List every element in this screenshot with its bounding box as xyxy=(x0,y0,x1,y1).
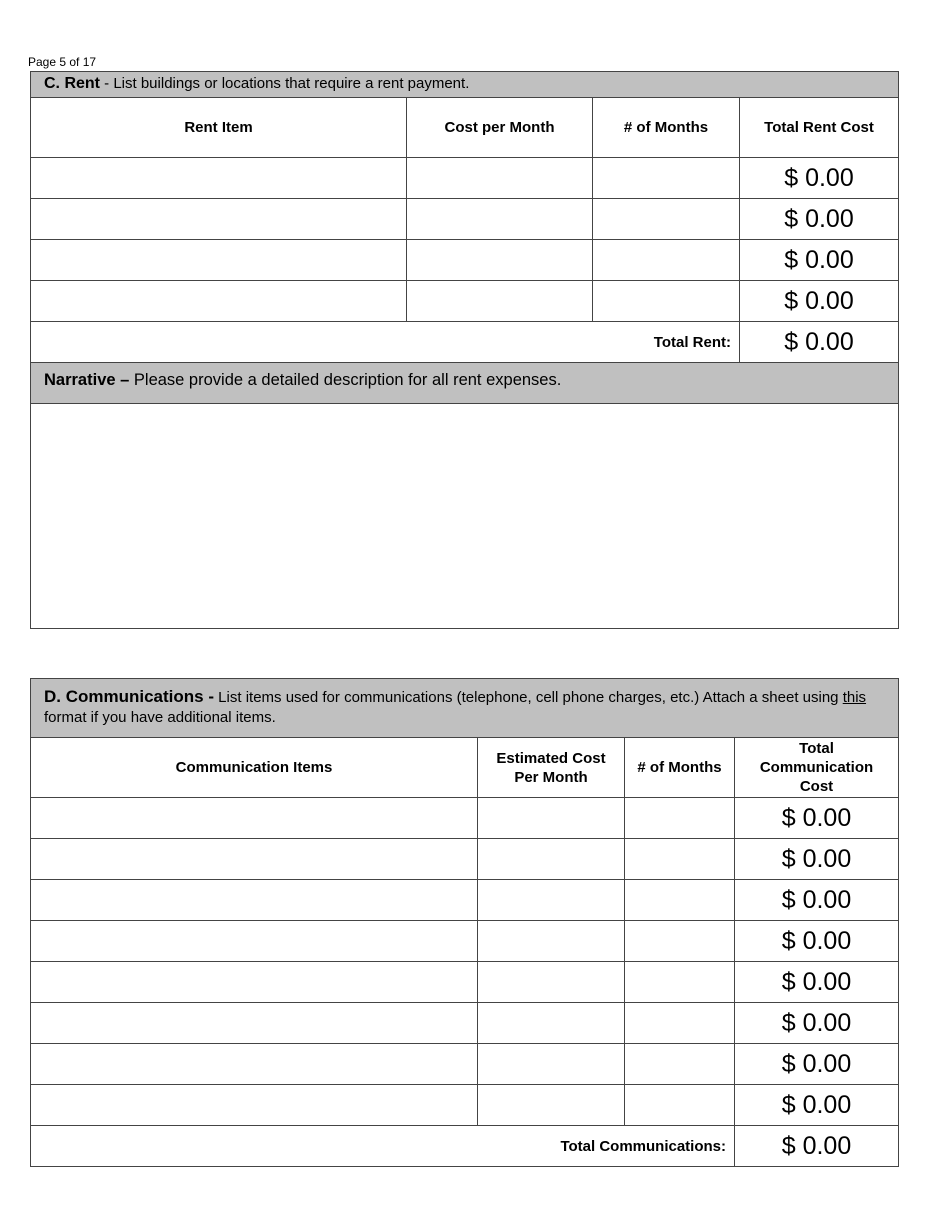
this-link[interactable]: this xyxy=(842,689,867,706)
comm-row-total: $ 0.00 xyxy=(735,798,899,839)
comm-cost-input[interactable] xyxy=(478,962,625,1003)
rent-cost-input[interactable] xyxy=(407,158,593,199)
rent-row-total: $ 0.00 xyxy=(740,158,899,199)
comm-months-input[interactable] xyxy=(625,798,735,839)
rent-table xyxy=(30,71,899,629)
comm-cost-input[interactable] xyxy=(478,798,625,839)
rent-cost-input[interactable] xyxy=(407,281,593,322)
rent-row-total: $ 0.00 xyxy=(740,199,899,240)
communications-section-header xyxy=(31,679,899,738)
comm-row-total: $ 0.00 xyxy=(735,839,899,880)
comm-row-total: $ 0.00 xyxy=(735,921,899,962)
communications-instructions: List items used for communications (telephone, cell phone charges, etc.) Attach a sheet using xyxy=(214,689,843,706)
table-row xyxy=(31,281,899,322)
rent-months-input[interactable] xyxy=(593,199,740,240)
table-row xyxy=(31,839,899,880)
table-row xyxy=(31,1003,899,1044)
comm-cost-input[interactable] xyxy=(478,880,625,921)
rent-total-label: Total Rent: xyxy=(31,322,740,363)
comm-cost-input[interactable] xyxy=(478,1003,625,1044)
communications-section-title: D. Communications - xyxy=(44,687,215,706)
rent-months-input[interactable] xyxy=(593,281,740,322)
table-row xyxy=(31,798,899,839)
table-row xyxy=(31,199,899,240)
comm-item-input[interactable] xyxy=(31,1044,478,1085)
rent-row-total: $ 0.00 xyxy=(740,240,899,281)
communications-instructions-end: format if you have additional items. xyxy=(44,709,276,726)
table-row xyxy=(31,962,899,1003)
comm-item-input[interactable] xyxy=(31,880,478,921)
table-row xyxy=(31,158,899,199)
rent-item-input[interactable] xyxy=(31,281,407,322)
comm-cost-input[interactable] xyxy=(478,921,625,962)
comm-item-input[interactable] xyxy=(31,1085,478,1126)
comm-item-input[interactable] xyxy=(31,798,478,839)
communications-table xyxy=(30,678,899,1167)
page-number: Page 5 of 17 xyxy=(28,55,97,69)
narrative-instructions: Please provide a detailed description for all rent expenses. xyxy=(129,371,562,389)
comm-months-input[interactable] xyxy=(625,880,735,921)
table-row xyxy=(31,240,899,281)
communications-total-value: $ 0.00 xyxy=(735,1126,899,1167)
comm-months-input[interactable] xyxy=(625,1044,735,1085)
table-row xyxy=(31,1044,899,1085)
comm-item-input[interactable] xyxy=(31,839,478,880)
rent-item-input[interactable] xyxy=(31,240,407,281)
narrative-textarea[interactable] xyxy=(31,404,899,629)
rent-total-value: $ 0.00 xyxy=(740,322,899,363)
comm-item-input[interactable] xyxy=(31,962,478,1003)
comm-months-input[interactable] xyxy=(625,962,735,1003)
comm-row-total: $ 0.00 xyxy=(735,880,899,921)
comm-row-total: $ 0.00 xyxy=(735,1085,899,1126)
comm-col-months: # of Months xyxy=(625,738,735,798)
comm-months-input[interactable] xyxy=(625,839,735,880)
communications-total-label: Total Communications: xyxy=(31,1126,735,1167)
rent-col-cost-per-month: Cost per Month xyxy=(407,98,593,158)
rent-col-item: Rent Item xyxy=(31,98,407,158)
table-row xyxy=(31,880,899,921)
table-row xyxy=(31,1085,899,1126)
comm-cost-input[interactable] xyxy=(478,839,625,880)
table-row xyxy=(31,921,899,962)
comm-months-input[interactable] xyxy=(625,921,735,962)
narrative-title: Narrative – xyxy=(44,371,130,389)
comm-col-total: Total Communication Cost xyxy=(735,738,899,798)
rent-col-total: Total Rent Cost xyxy=(740,98,899,158)
comm-item-input[interactable] xyxy=(31,1003,478,1044)
rent-months-input[interactable] xyxy=(593,158,740,199)
narrative-header xyxy=(31,363,899,404)
rent-months-input[interactable] xyxy=(593,240,740,281)
rent-section-instructions: - List buildings or locations that require a rent payment. xyxy=(100,75,470,92)
comm-col-cost-per-month: Estimated Cost Per Month xyxy=(478,738,625,798)
comm-months-input[interactable] xyxy=(625,1003,735,1044)
rent-section-header xyxy=(31,72,899,98)
rent-cost-input[interactable] xyxy=(407,199,593,240)
rent-section-title: C. Rent xyxy=(44,75,100,92)
rent-col-months: # of Months xyxy=(593,98,740,158)
rent-item-input[interactable] xyxy=(31,199,407,240)
comm-col-item: Communication Items xyxy=(31,738,478,798)
comm-cost-input[interactable] xyxy=(478,1044,625,1085)
rent-cost-input[interactable] xyxy=(407,240,593,281)
comm-row-total: $ 0.00 xyxy=(735,1044,899,1085)
comm-row-total: $ 0.00 xyxy=(735,962,899,1003)
rent-item-input[interactable] xyxy=(31,158,407,199)
comm-item-input[interactable] xyxy=(31,921,478,962)
rent-row-total: $ 0.00 xyxy=(740,281,899,322)
comm-months-input[interactable] xyxy=(625,1085,735,1126)
comm-cost-input[interactable] xyxy=(478,1085,625,1126)
comm-row-total: $ 0.00 xyxy=(735,1003,899,1044)
